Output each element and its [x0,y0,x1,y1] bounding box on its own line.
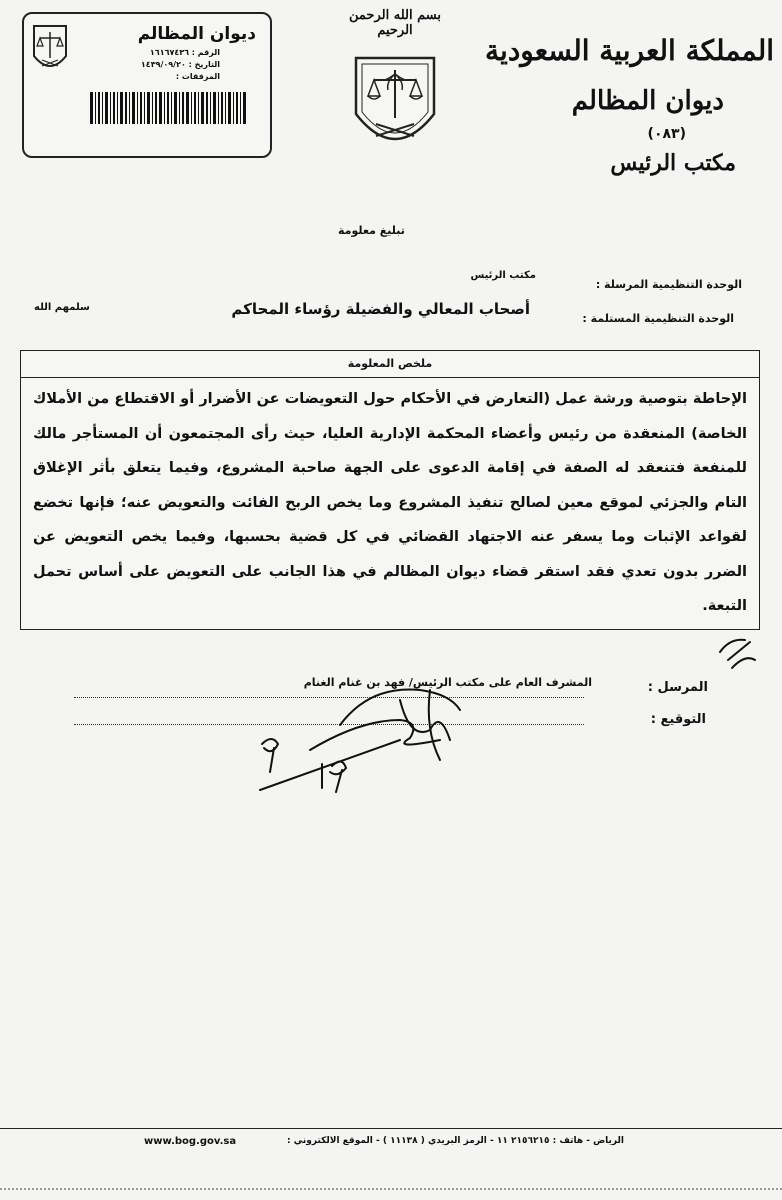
footer-website: www.bog.gov.sa [144,1136,237,1147]
footer-rule [0,1128,782,1129]
office-title: مكتب الرئيس [610,150,736,176]
summary-body: الإحاطة بتوصية ورشة عمل (التعارض في الأحكام حول التعويضات عن الأضرار أو الاقتطاع من الأملاك الخاصة) المنعقدة من رئيس وأعضاء المحكمة الإدارية العليا، حيث رأى المجتمعون أن المستأجر مالك للمنفعة فتنعقد له الصفة في إقامة الدعوى على الجهة صاحبة المشروع، وفيما يتعلق بأثر الإغلاق التام والجزئي لموقع معين لصالح تنفيذ المشروع وما يخص الربح الفائت والتعويض عنه؛ فإنها تخضع لقواعد الإثبات وما يسفر عنه الاجتهاد القضائي في كل قضية بحسبها، وفيما يخص التعويض عن الضرر بدون تعدي فقد استقر قضاء ديوان المظالم في هذا الجانب على التعويض على أساس تحمل التبعة. [33,391,747,614]
barcode [90,92,246,124]
scales-emblem-icon [30,22,70,78]
summary-box [20,350,760,630]
stamp-number: الرقم : ١٦١٦٧٤٣٦ [149,48,220,57]
kingdom-title: المملكة العربية السعودية [485,34,774,67]
department-code: (٠٨٣) [647,126,686,142]
court-emblem-icon [352,52,438,162]
diwan-title: ديوان المظالم [571,86,724,116]
sender-unit-label: الوحدة التنظيمية المرسلة : [595,278,742,291]
receiver-unit-label: الوحدة التنظيمية المستلمة : [582,312,734,325]
sender-label: المرسل : [647,680,708,695]
basmala: بسم الله الرحمن الرحيم [349,8,441,38]
footer-address: الرياض - هاتف : ٢١٥٦٢١٥ ١١ - الرمز البريدي ( ١١١٣٨ ) - الموقع الالكتروني : [287,1136,624,1146]
receiver-unit-value: أصحاب المعالي والفضيلة رؤساء المحاكم [231,300,530,318]
stamp-attachments: المرفقات : [175,72,220,81]
sender-value: المشرف العام على مكتب الرئيس/ فهد بن غنام الغنام [303,676,592,689]
handwritten-signature [250,630,770,800]
signature-label: التوقيع : [650,712,706,727]
sender-unit-value: مكتب الرئيس [470,270,536,281]
stamp-title: ديوان المظالم [137,24,256,44]
greeting: سلمهم الله [34,302,90,313]
summary-heading: ملخص المعلومة [21,351,759,378]
bottom-border [0,1188,782,1190]
stamp-date: التاريخ : ١٤٣٩/٠٩/٢٠ [140,60,220,69]
registration-stamp [22,12,272,158]
notice-title: تبليغ معلومة [338,224,405,237]
